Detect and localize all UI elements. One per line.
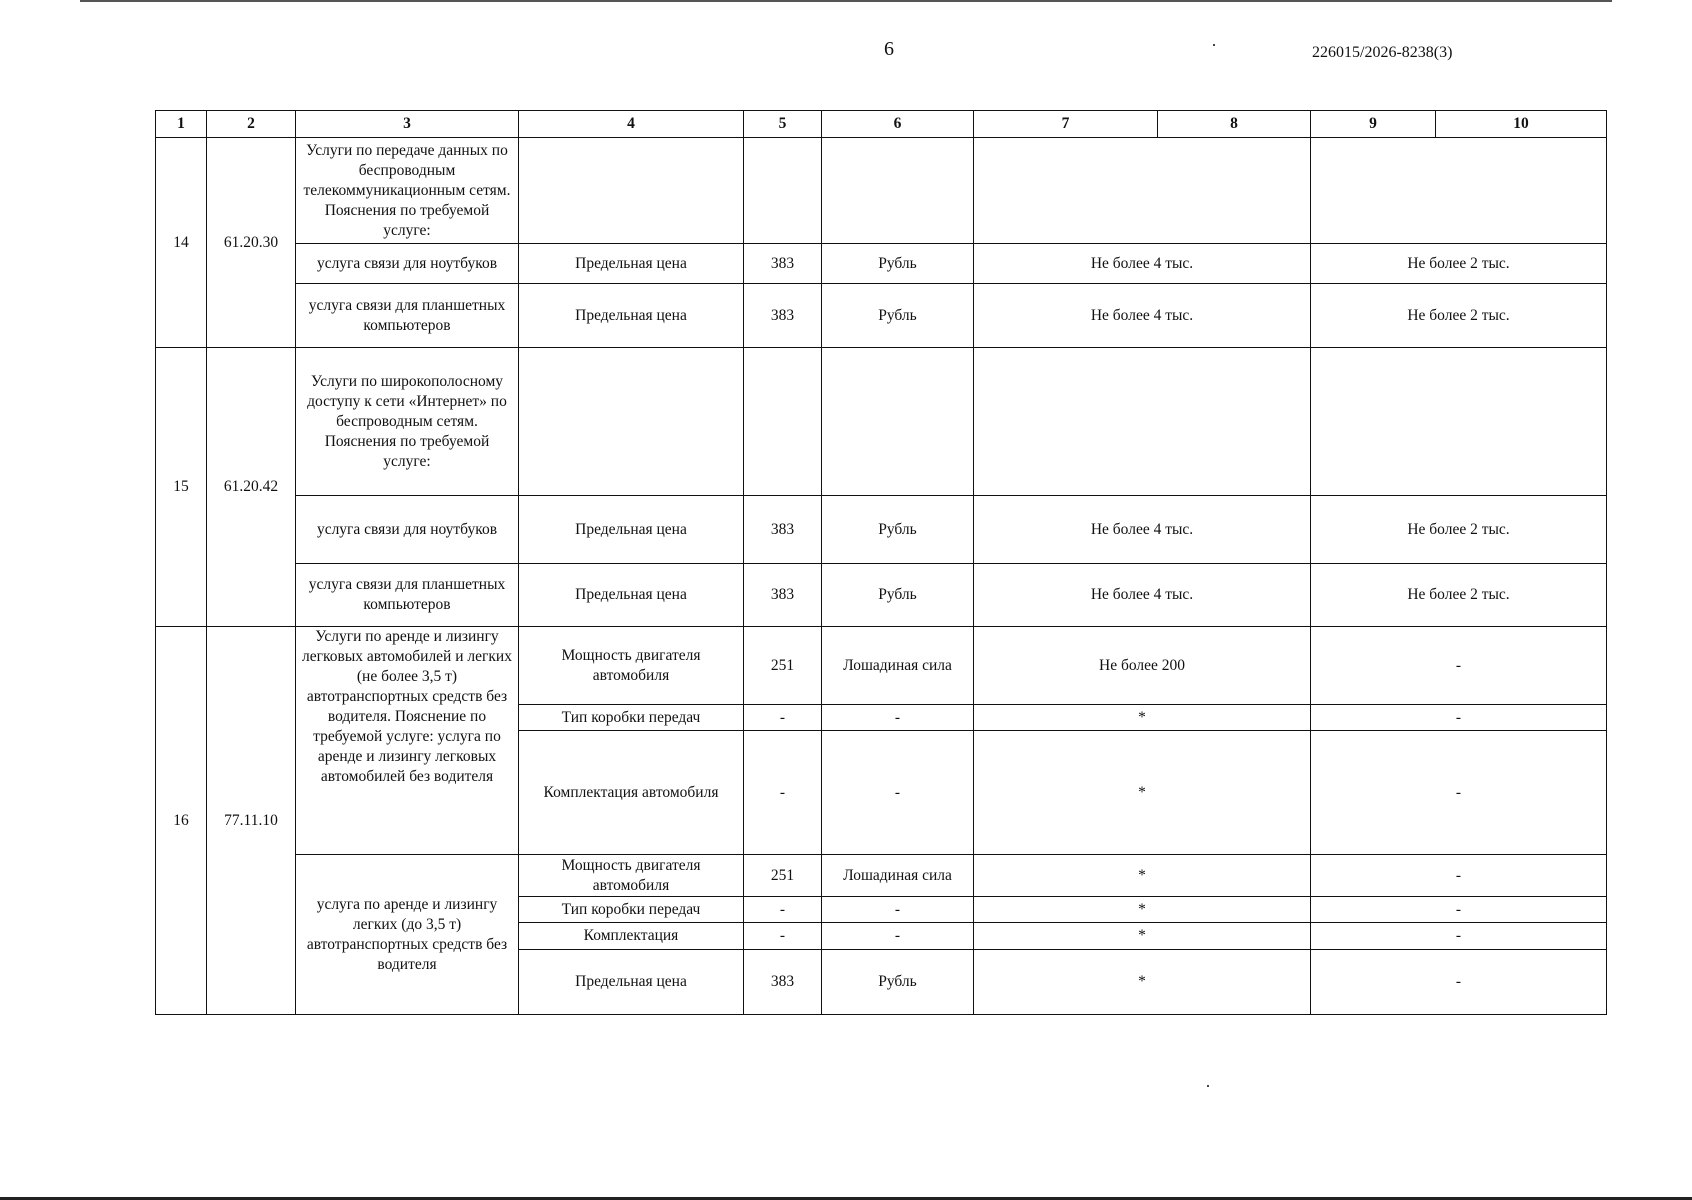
requirements-table: [155, 110, 1607, 1015]
unit: Рубль: [822, 950, 974, 1015]
value-a: *: [974, 950, 1311, 1015]
document-reference: 226015/2026-8238(3): [1312, 44, 1453, 61]
unit: -: [822, 897, 974, 923]
empty-cell: [974, 348, 1311, 496]
table-row: [156, 496, 1607, 564]
service-item: услуга связи для ноутбуков: [296, 244, 519, 284]
empty-cell: [519, 348, 744, 496]
value-a: *: [974, 923, 1311, 950]
okei-code: 383: [744, 496, 822, 564]
value-a: Не более 4 тыс.: [974, 496, 1311, 564]
characteristic: Комплектация: [519, 923, 744, 950]
okpd-code: 61.20.42: [207, 348, 296, 627]
table-row: [156, 284, 1607, 348]
unit: Лошадиная сила: [822, 627, 974, 705]
empty-cell: [744, 138, 822, 244]
header-row: [156, 111, 1607, 138]
okei-code: 251: [744, 627, 822, 705]
empty-cell: [822, 138, 974, 244]
column-header: 4: [519, 111, 744, 138]
characteristic: Тип коробки передач: [519, 705, 744, 731]
scan-speck: [1207, 1085, 1209, 1087]
value-b: -: [1311, 855, 1607, 897]
empty-cell: [519, 138, 744, 244]
page-number: 6: [884, 38, 894, 60]
unit: Лошадиная сила: [822, 855, 974, 897]
unit: Рубль: [822, 564, 974, 627]
value-a: *: [974, 731, 1311, 855]
value-b: Не более 2 тыс.: [1311, 244, 1607, 284]
value-b: -: [1311, 731, 1607, 855]
unit: -: [822, 731, 974, 855]
row-number: 14: [156, 138, 207, 348]
okpd-code: 77.11.10: [207, 627, 296, 1015]
service-description: Услуги по передаче данных по беспроводным телекоммуникационным сетям. Пояснения по требуемой услуге:: [296, 138, 519, 244]
value-b: -: [1311, 897, 1607, 923]
okei-code: -: [744, 923, 822, 950]
characteristic: Тип коробки передач: [519, 897, 744, 923]
value-a: Не более 200: [974, 627, 1311, 705]
column-header: 1: [156, 111, 207, 138]
value-b: -: [1311, 923, 1607, 950]
unit: Рубль: [822, 496, 974, 564]
value-a: Не более 4 тыс.: [974, 564, 1311, 627]
column-header: 9: [1311, 111, 1436, 138]
okei-code: 383: [744, 284, 822, 348]
value-b: -: [1311, 705, 1607, 731]
okei-code: 383: [744, 564, 822, 627]
service-description: Услуги по широкополосному доступу к сети «Интернет» по беспроводным сетям. Пояснения по требуемой услуге:: [296, 348, 519, 496]
value-b: -: [1311, 950, 1607, 1015]
column-header: 3: [296, 111, 519, 138]
table-row: [156, 627, 1607, 705]
value-b: Не более 2 тыс.: [1311, 564, 1607, 627]
column-header: 8: [1158, 111, 1311, 138]
value-a: *: [974, 897, 1311, 923]
characteristic: Предельная цена: [519, 564, 744, 627]
value-b: Не более 2 тыс.: [1311, 496, 1607, 564]
characteristic: Мощность двигателя автомобиля: [519, 855, 744, 897]
service-item: услуга по аренде и лизингу легких (до 3,5 т) автотранспортных средств без водителя: [296, 855, 519, 1015]
characteristic: Предельная цена: [519, 244, 744, 284]
column-header: 5: [744, 111, 822, 138]
unit: -: [822, 705, 974, 731]
value-a: Не более 4 тыс.: [974, 284, 1311, 348]
empty-cell: [822, 348, 974, 496]
empty-cell: [1311, 348, 1607, 496]
row-number: 16: [156, 627, 207, 1015]
okei-code: 383: [744, 244, 822, 284]
okei-code: 251: [744, 855, 822, 897]
service-description: Услуги по аренде и лизингу легковых автомобилей и легких (не более 3,5 т) автотранспортных средств без водителя. Пояснение по требуемой услуге: услуга по аренде и лизингу легковых автомобилей без водителя: [296, 627, 519, 855]
row-number: 15: [156, 348, 207, 627]
table-row: [156, 348, 1607, 496]
characteristic: Предельная цена: [519, 284, 744, 348]
service-item: услуга связи для планшетных компьютеров: [296, 564, 519, 627]
okei-code: -: [744, 897, 822, 923]
empty-cell: [974, 138, 1311, 244]
characteristic: Комплектация автомобиля: [519, 731, 744, 855]
column-header: 6: [822, 111, 974, 138]
value-a: *: [974, 855, 1311, 897]
unit: Рубль: [822, 284, 974, 348]
value-b: -: [1311, 627, 1607, 705]
top-border-line: [80, 0, 1612, 2]
okei-code: -: [744, 705, 822, 731]
table-row: [156, 564, 1607, 627]
unit: Рубль: [822, 244, 974, 284]
unit: -: [822, 923, 974, 950]
service-item: услуга связи для планшетных компьютеров: [296, 284, 519, 348]
value-a: Не более 4 тыс.: [974, 244, 1311, 284]
scan-speck: [1213, 44, 1215, 46]
value-b: Не более 2 тыс.: [1311, 284, 1607, 348]
characteristic: Предельная цена: [519, 496, 744, 564]
empty-cell: [1311, 138, 1607, 244]
column-header: 2: [207, 111, 296, 138]
value-a: *: [974, 705, 1311, 731]
empty-cell: [744, 348, 822, 496]
column-header: 7: [974, 111, 1158, 138]
table-row: [156, 244, 1607, 284]
okei-code: 383: [744, 950, 822, 1015]
characteristic: Предельная цена: [519, 950, 744, 1015]
table-row: [156, 138, 1607, 244]
table-row: [156, 855, 1607, 897]
okpd-code: 61.20.30: [207, 138, 296, 348]
service-item: услуга связи для ноутбуков: [296, 496, 519, 564]
okei-code: -: [744, 731, 822, 855]
column-header: 10: [1436, 111, 1607, 138]
characteristic: Мощность двигателя автомобиля: [519, 627, 744, 705]
